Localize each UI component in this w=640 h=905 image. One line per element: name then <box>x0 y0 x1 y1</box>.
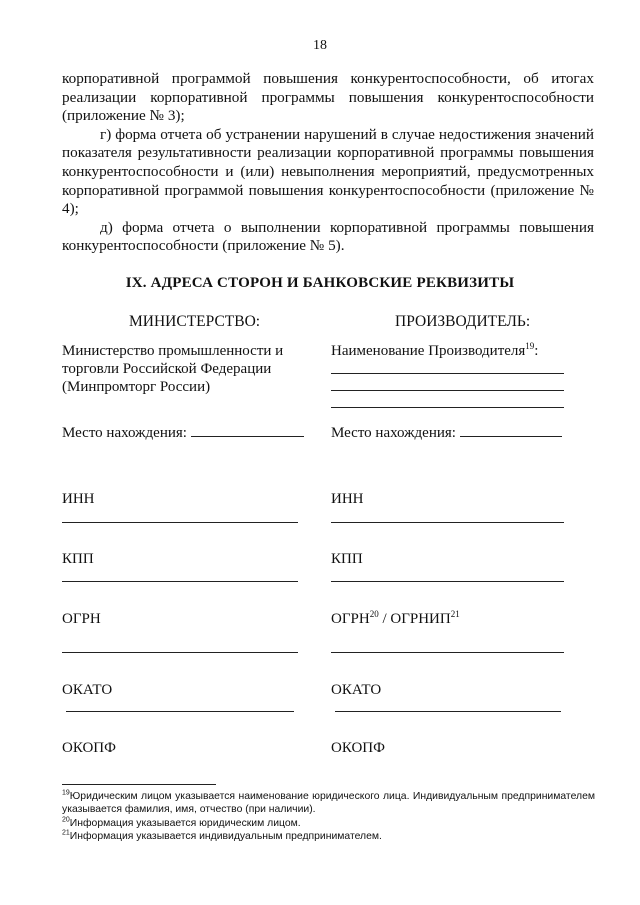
producer-header: ПРОИЗВОДИТЕЛЬ: <box>395 313 531 330</box>
paragraph-continuation: корпоративной программой повышения конкурентоспособности, об итогах реализации корпоративной программы повышения конкурентоспособности (приложение № 3); <box>62 70 594 125</box>
producer-name-line-1 <box>331 373 564 374</box>
producer-ogrnip-text: / ОГРНИП <box>378 611 451 627</box>
footnote-20-text: Информация указывается юридическим лицом. <box>69 817 301 829</box>
producer-ogrn-line <box>331 652 564 653</box>
producer-ogrn-text: ОГРН <box>331 611 370 627</box>
producer-okato-label: ОКАТО <box>331 682 382 698</box>
producer-inn-line <box>331 522 564 523</box>
producer-name-label <box>331 342 538 360</box>
ministry-inn-line <box>62 522 298 523</box>
ministry-ogrn-label: ОГРН <box>62 611 101 627</box>
ministry-name-line2: торговли Российской Федерации <box>62 361 272 377</box>
footnote-20-num: 20 <box>62 816 70 824</box>
paragraph-d: д) форма отчета о выполнении корпоративной программы повышения конкурентоспособности (приложение № 5). <box>62 218 594 255</box>
producer-location <box>331 422 562 442</box>
ministry-location-field <box>191 422 304 437</box>
footnote-19-text: Юридическим лицом указывается наименование юридического лица. Индивидуальным предпринимателем указывается фамилия, имя, отчество (при наличии). <box>62 791 595 816</box>
ministry-okato-label: ОКАТО <box>62 682 113 698</box>
footnote-19-num: 19 <box>62 789 70 797</box>
producer-location-label: Место нахождения: <box>331 425 456 441</box>
footnote-21-num: 21 <box>62 829 70 837</box>
footnote-20 <box>62 817 595 830</box>
ministry-ogrn-line <box>62 652 298 653</box>
producer-name-line-3 <box>331 407 564 408</box>
ministry-inn-label: ИНН <box>62 491 95 507</box>
ministry-location <box>62 422 304 442</box>
ministry-header: МИНИСТЕРСТВО: <box>129 313 261 330</box>
footnote-ref-19: 19 <box>525 341 535 351</box>
producer-inn-label: ИНН <box>331 491 364 507</box>
producer-okato-line <box>335 711 561 712</box>
ministry-kpp-line <box>62 581 298 582</box>
footnote-19 <box>62 790 595 817</box>
ministry-name-line1: Министерство промышленности и <box>62 343 284 359</box>
producer-kpp-label: КПП <box>331 551 363 567</box>
producer-name-line-2 <box>331 390 564 391</box>
ministry-location-label: Место нахождения: <box>62 425 187 441</box>
producer-name-text: Наименование Производителя <box>331 343 526 359</box>
footnote-separator <box>62 784 216 785</box>
producer-okopf-label: ОКОПФ <box>331 740 385 756</box>
footnote-21 <box>62 830 595 843</box>
producer-kpp-line <box>331 581 564 582</box>
footnote-ref-20: 20 <box>369 609 379 619</box>
footnote-21-text: Информация указывается индивидуальным предпринимателем. <box>69 831 382 843</box>
ministry-okato-line <box>66 711 294 712</box>
body-text <box>62 70 594 256</box>
producer-ogrn-label <box>331 610 460 628</box>
page-number: 18 <box>313 38 327 53</box>
paragraph-g: г) форма отчета об устранении нарушений в случае недостижения значений показателя результативности реализации корпоративной программы повышения конкурентоспособности и (или) невыполнения мероприятий, предусмотренных корпоративной программой повышения конкурентоспособности (приложение № 4); <box>62 125 594 218</box>
producer-name-colon: : <box>534 343 539 359</box>
ministry-kpp-label: КПП <box>62 551 94 567</box>
footnotes <box>62 790 595 844</box>
ministry-okopf-label: ОКОПФ <box>62 740 116 756</box>
producer-location-field <box>460 422 562 437</box>
footnote-ref-21: 21 <box>450 609 460 619</box>
section-heading: IX. АДРЕСА СТОРОН И БАНКОВСКИЕ РЕКВИЗИТЫ <box>125 275 515 291</box>
ministry-name-line3: (Минпромторг России) <box>62 379 211 395</box>
